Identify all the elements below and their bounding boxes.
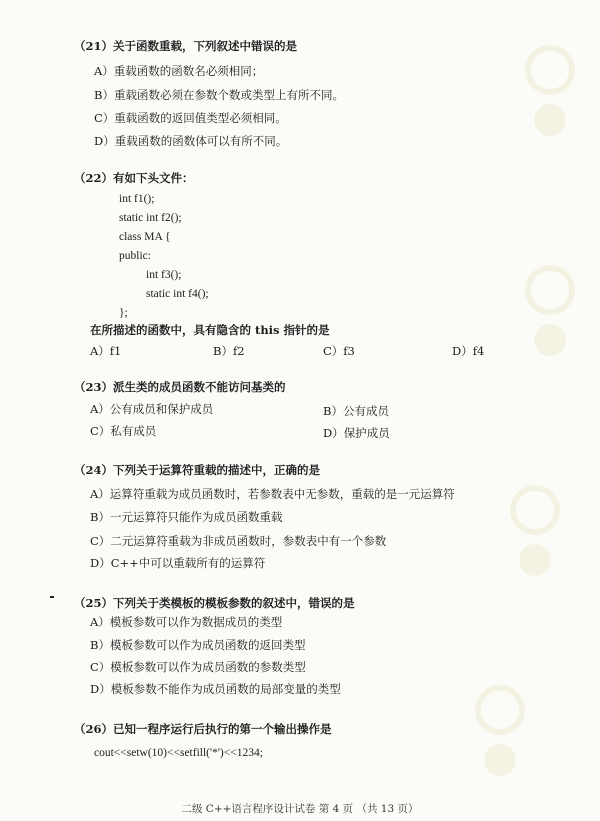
option-a: A）f1 [90, 344, 122, 358]
option-b: B）公有成员 [323, 404, 389, 418]
option-c: C）二元运算符重载为非成员函数时，参数表中有一个参数 [90, 534, 387, 548]
code-line: cout<<setw(10)<<setfill('*')<<1234; [94, 747, 263, 759]
option-d: D）重载函数的函数体可以有所不同。 [94, 134, 288, 148]
option-b: B）f2 [213, 344, 245, 358]
code-line: static int f4(); [146, 288, 209, 300]
question-stem: （21）关于函数重载，下列叙述中错误的是 [74, 39, 298, 53]
option-d: D）C++中可以重载所有的运算符 [90, 556, 266, 570]
option-d: D）模板参数不能作为成员函数的局部变量的类型 [90, 682, 341, 696]
watermark-logo [505, 480, 565, 594]
question-stem: （25）下列关于类模板的模板参数的叙述中，错误的是 [74, 596, 355, 610]
scan-mark [50, 596, 54, 598]
option-a: A）重载函数的函数名必须相同； [94, 64, 264, 78]
option-c: C）私有成员 [90, 424, 157, 438]
option-c: C）f3 [323, 344, 355, 358]
question-stem: （22）有如下头文件： [74, 171, 194, 185]
watermark-logo [520, 40, 580, 154]
option-a: A）运算符重载为成员函数时，若参数表中无参数，重载的是一元运算符 [90, 487, 455, 501]
question-stem: （26）已知一程序运行后执行的第一个输出操作是 [74, 722, 332, 736]
option-c: C）重载函数的返回值类型必须相同。 [94, 111, 287, 125]
code-line: class MA { [119, 231, 171, 243]
code-line: static int f2(); [119, 212, 182, 224]
option-a: A）模板参数可以作为数据成员的类型 [90, 615, 283, 629]
question-followup: 在所描述的函数中，具有隐含的 this 指针的是 [90, 323, 330, 337]
code-line: int f3(); [146, 269, 182, 281]
question-stem: （23）派生类的成员函数不能访问基类的 [74, 380, 286, 394]
option-d: D）保护成员 [323, 426, 390, 440]
option-b: B）重载函数必须在参数个数或类型上有所不同。 [94, 88, 344, 102]
page-footer: 二级 C++语言程序设计试卷 第 4 页 （共 13 页） [181, 803, 419, 815]
option-c: C）模板参数可以作为成员函数的参数类型 [90, 660, 306, 674]
question-stem: （24）下列关于运算符重载的描述中，正确的是 [74, 463, 321, 477]
option-b: B）模板参数可以作为成员函数的返回类型 [90, 638, 306, 652]
option-d: D）f4 [452, 344, 485, 358]
code-line: int f1(); [119, 193, 155, 205]
code-line: public: [119, 250, 151, 262]
option-a: A）公有成员和保护成员 [90, 402, 214, 416]
option-b: B）一元运算符只能作为成员函数重载 [90, 510, 283, 524]
code-line: }; [119, 307, 128, 319]
watermark-logo [470, 680, 530, 794]
watermark-logo [520, 260, 580, 374]
